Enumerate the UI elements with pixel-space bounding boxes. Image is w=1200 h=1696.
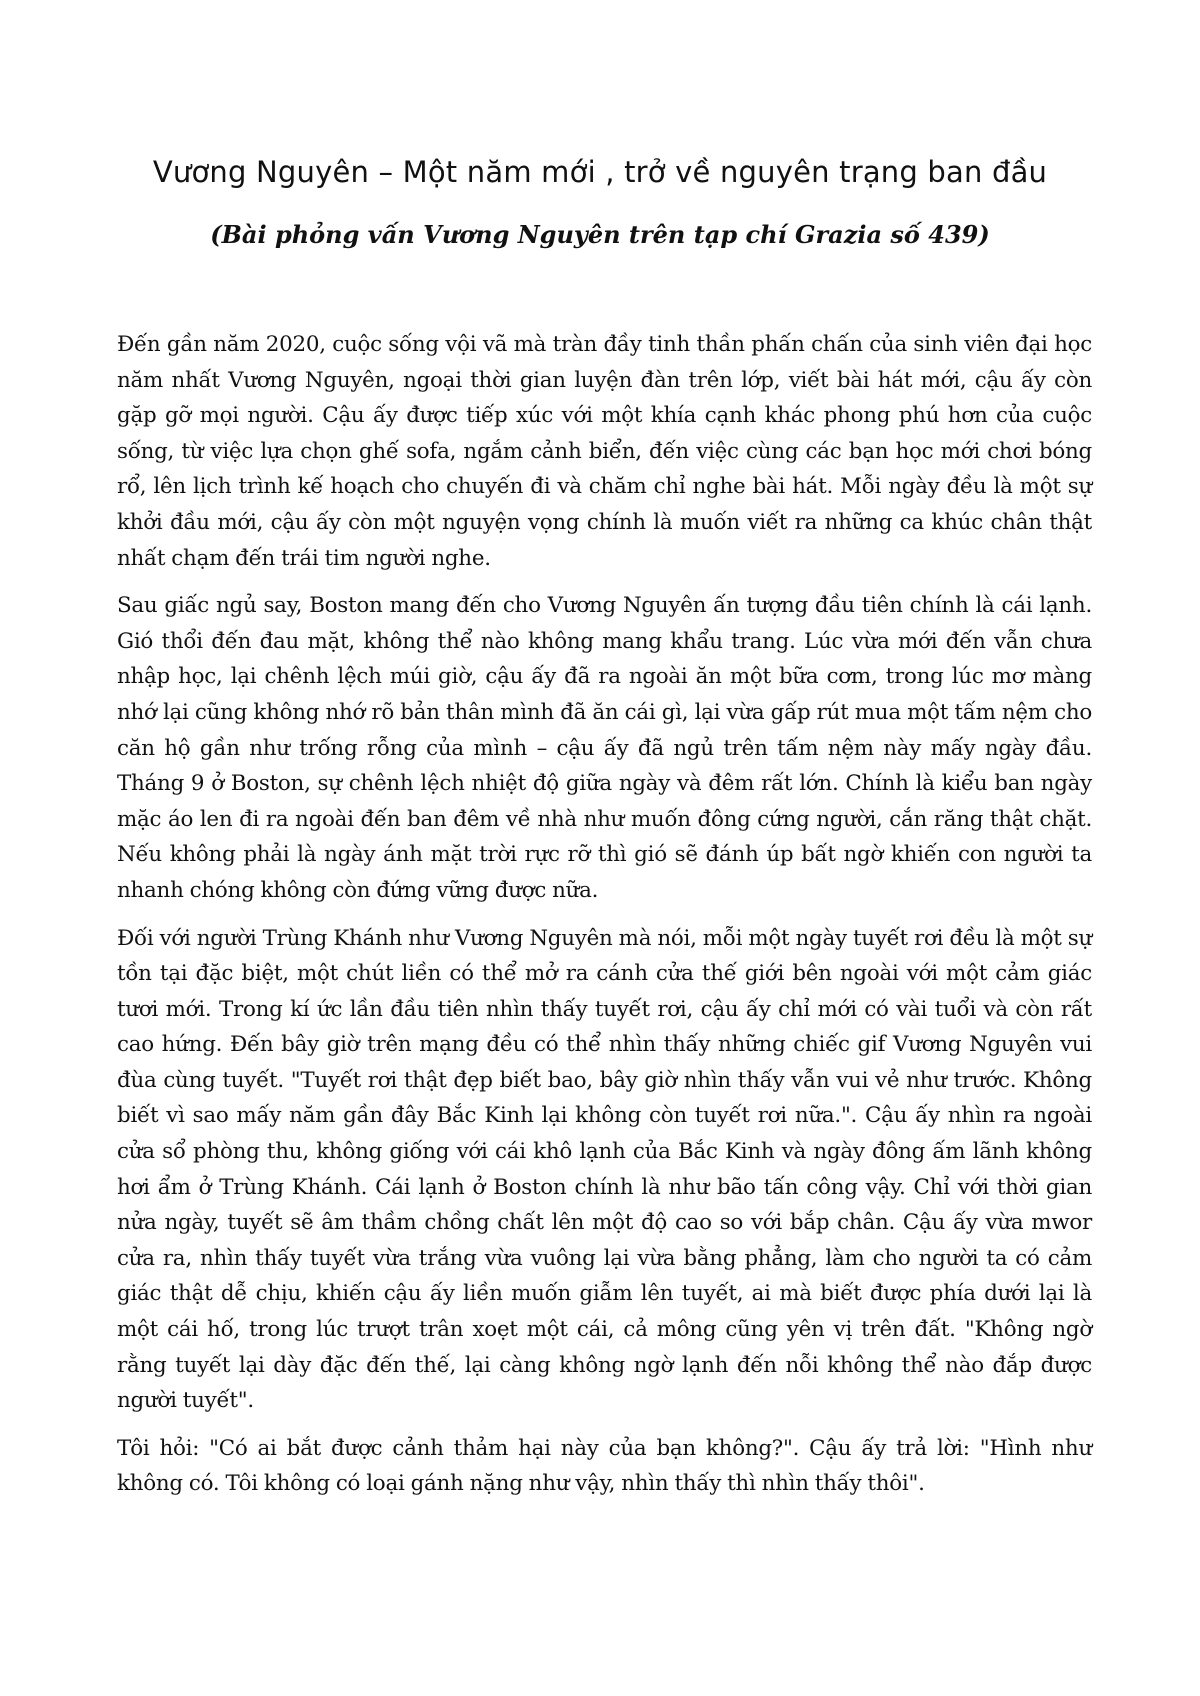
paragraph: Sau giấc ngủ say, Boston mang đến cho Vương Nguyên ấn tượng đầu tiên chính là cái lạnh. Gió thổi đến đau mặt, không thể nào không mang khẩu trang. Lúc vừa mới đến vẫn chưa nhập học, lại chênh lệch múi giờ, cậu ấy đã ra ngoài ăn một bữa cơm, trong lúc mơ màng nhớ lại cũng không nhớ rõ bản thân mình đã ăn cái gì, lại vừa gấp rút mua một tấm nệm cho căn hộ gần như trống rỗng của mình – cậu ấy đã ngủ trên tấm nệm này mấy ngày đầu. Tháng 9 ở Boston, sự chênh lệch nhiệt độ giữa ngày và đêm rất lớn. Chính là kiểu ban ngày mặc áo len đi ra ngoài đến ban đêm về nhà như muốn đông cứng người, cắn răng thật chặt. Nếu không phải là ngày ánh mặt trời rực rỡ thì gió sẽ đánh úp bất ngờ khiến con người ta nhanh chóng không còn đứng vững được nữa. (117, 593, 1092, 903)
paragraph: Tôi hỏi: "Có ai bắt được cảnh thảm hại này của bạn không?". Cậu ấy trả lời: "Hình như không có. Tôi không có loại gánh nặng như vậy, nhìn thấy thì nhìn thấy thôi". (117, 1435, 1092, 1497)
article-body (117, 327, 1092, 1514)
paragraph: Đến gần năm 2020, cuộc sống vội vã mà tràn đầy tinh thần phấn chấn của sinh viên đại học năm nhất Vương Nguyên, ngoại thời gian luyện đàn trên lớp, viết bài hát mới, cậu ấy còn gặp gỡ mọi người. Cậu ấy được tiếp xúc với một khía cạnh khác phong phú hơn của cuộc sống, từ việc lựa chọn ghế sofa, ngắm cảnh biển, đến việc cùng các bạn học mới chơi bóng rổ, lên lịch trình kế hoạch cho chuyến đi và chăm chỉ nghe bài hát. Mỗi ngày đều là một sự khởi đầu mới, cậu ấy còn một nguyện vọng chính là muốn viết ra những ca khúc chân thật nhất chạm đến trái tim người nghe. (117, 332, 1092, 571)
document-title: Vương Nguyên – Một năm mới , trở về nguyên trạng ban đầu (152, 155, 1048, 189)
paragraph: Đối với người Trùng Khánh như Vương Nguyên mà nói, mỗi một ngày tuyết rơi đều là một sự tồn tại đặc biệt, một chút liền có thể mở ra cánh cửa thế giới bên ngoài với một cảm giác tươi mới. Trong kí ức lần đầu tiên nhìn thấy tuyết rơi, cậu ấy chỉ mới có vài tuổi và còn rất cao hứng. Đến bây giờ trên mạng đều có thể nhìn thấy những chiếc gif Vương Nguyên vui đùa cùng tuyết. "Tuyết rơi thật đẹp biết bao, bây giờ nhìn thấy vẫn vui vẻ như trước. Không biết vì sao mấy năm gần đây Bắc Kinh lại không còn tuyết rơi nữa.". Cậu ấy nhìn ra ngoài cửa sổ phòng thu, không giống với cái khô lạnh của Bắc Kinh và ngày đông ấm lãnh không hơi ẩm ở Trùng Khánh. Cái lạnh ở Boston chính là như bão tấn công vậy. Chỉ với thời gian nửa ngày, tuyết sẽ âm thầm chồng chất lên một độ cao so với bắp chân. Cậu ấy vừa mwor cửa ra, nhìn thấy tuyết vừa trắng vừa vuông lại vừa bằng phẳng, làm cho người ta có cảm giác thật dễ chịu, khiến cậu ấy liền muốn giẫm lên tuyết, ai mà biết được phía dưới lại là một cái hố, trong lúc trượt trân xoẹt một cái, cả mông cũng yên vị trên đất. "Không ngờ rằng tuyết lại dày đặc đến thế, lại càng không ngờ lạnh đến nỗi không thể nào đắp được người tuyết". (117, 925, 1092, 1414)
document-subtitle: (Bài phỏng vấn Vương Nguyên trên tạp chí Grazia số 439) (210, 220, 990, 249)
